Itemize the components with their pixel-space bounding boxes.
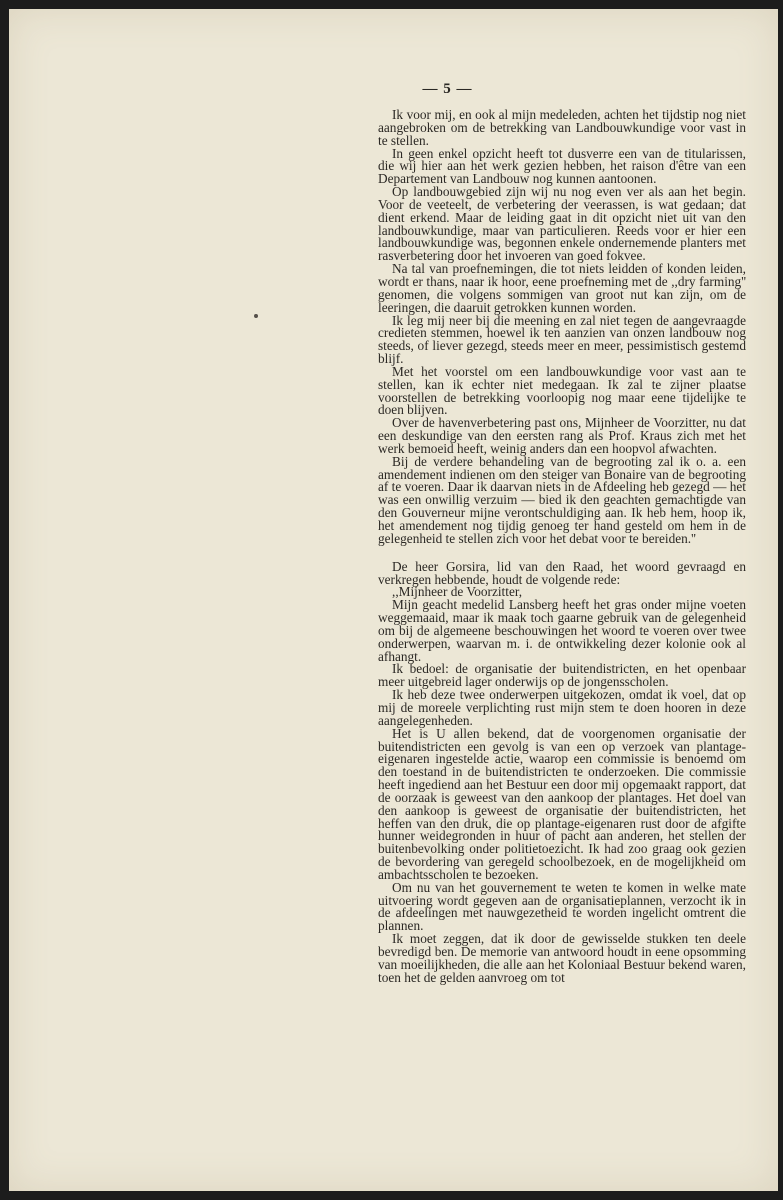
paragraph: De heer Gorsira, lid van den Raad, het woord gevraagd en verkregen hebbende, houdt de volgende rede: xyxy=(378,558,746,587)
scanned-page xyxy=(9,9,778,1191)
paragraph: Over de havenverbetering past ons, Mijnheer de Voorzitter, nu dat een deskundige van den eersten rang als Prof. Kraus zich met het werk bemoeid heeft, weinig anders dan een hoopvol afwachten. xyxy=(378,415,746,456)
paragraph: Om nu van het gouvernement te weten te komen in welke mate uitvoering wordt gegeven aan de organisatieplannen, verzocht ik in de afdeelingen met nauwgezetheid te worden ingelicht omtrent die plannen. xyxy=(378,879,746,934)
paragraph: Ik heb deze twee onderwerpen uitgekozen, omdat ik voel, dat op mij de moreele verplichting rust mijn stem te doen hooren in deze aangelegenheden. xyxy=(378,687,746,728)
paragraph: Met het voorstel om een landbouwkundige voor vast aan te stellen, kan ik echter niet medegaan. Ik zal te zijner plaatse voorstellen de betrekking voorloopig nog maar eene tijdelijke te doen blijven. xyxy=(378,363,746,418)
page-number: — 5 — xyxy=(422,81,473,97)
paragraph: Bij de verdere behandeling van de begrooting zal ik o. a. een amendement indienen om den steiger van Bonaire van de begrooting af te voeren. Daar ik daarvan niets in de Afdeeling heb gezegd — het was een onwillig verzuim — bied ik den geachten gemachtigde van den Gouverneur mijne verontschuldiging aan. Ik heb hem, hoop ik, het amendement nog tijdig genoeg ter hand gesteld om hem in de gelegenheid te stellen zich voor het debat voor te bereiden.'' xyxy=(378,453,746,546)
paragraph: Ik leg mij neer bij die meening en zal niet tegen de aangevraagde credieten stemmen, hoewel ik ten aanzien van onzen landbouw nog steeds, of liever gezegd, steeds meer en meer, pessimistisch gestemd blijf. xyxy=(378,312,746,367)
paragraph: Het is U allen bekend, dat de voorgenomen organisatie der buitendistricten een gevolg is van een op verzoek van plantage-eigenaren ingestelde actie, waarop een commissie is benoemd om den toestand in de buitendistricten te onderzoeken. Die commissie heeft ingediend aan het Bestuur een door mij opgemaakt rapport, dat de oorzaak is geweest van den aankoop der plantages. Het doel van den aankoop is geweest de organisatie der buitendistricten, het heffen van den druk, die op plantage-eigenaren rust door de afgifte hunner weidegronden in huur of pacht aan anderen, het stellen der buitenbevolking onder politietoezicht. Ik had zoo graag ook gezien de bevordering van geregeld schoolbezoek, en de mogelijkheid om ambachtsscholen te bezoeken. xyxy=(378,725,746,882)
paragraph: Ik moet zeggen, dat ik door de gewisselde stukken ten deele bevredigd ben. De memorie van antwoord houdt in eene opsomming van moeilijkheden, die alle aan het Koloniaal Bestuur bekend waren, toen het de gelden aanvroeg om tot xyxy=(378,931,746,985)
body-text xyxy=(378,109,746,985)
paragraph: Mijn geacht medelid Lansberg heeft het gras onder mijne voeten weggemaaid, maar ik maak toch gaarne gebruik van de gelegenheid om bij de algemeene beschouwingen het woord te voeren over twee onderwerpen, waarvan m. i. de ontwikkeling dezer kolonie ook al afhangt. xyxy=(378,597,746,664)
paragraph: Na tal van proefnemingen, die tot niets leidden of konden leiden, wordt er thans, naar ik hoor, eene proefneming met de ,,dry farming'' genomen, die volgens sommigen van groot nut kan zijn, om de leeringen, die daaruit getrokken kunnen worden. xyxy=(378,261,746,315)
paragraph: ,,Mijnheer de Voorzitter, xyxy=(392,584,523,600)
paragraph: Ik voor mij, en ook al mijn medeleden, achten het tijdstip nog niet aangebroken om de betrekking van Landbouwkundige voor vast in te stellen. xyxy=(378,107,746,148)
margin-dot xyxy=(254,314,258,318)
paragraph: In geen enkel opzicht heeft tot dusverre een van de titularissen, die wij hier aan het werk gezien hebben, het raison d'être van een Departement van Landbouw nog kunnen aantoonen. xyxy=(378,145,746,187)
paragraph: Op landbouwgebied zijn wij nu nog even ver als aan het begin. Voor de veeteelt, de verbetering der veerassen, is wat gedaan; dat dient erkend. Maar de leiding gaat in dit opzicht niet uit van den landbouwkundige, maar van particulieren. Reeds voor er hier een landbouwkundige was, begonnen enkele ondernemende planters met rasverbetering door het invoeren van goed fokvee. xyxy=(378,184,746,264)
paragraph: Ik bedoel: de organisatie der buitendistricten, en het openbaar meer uitgebreid lager onderwijs op de jongensscholen. xyxy=(378,661,746,690)
